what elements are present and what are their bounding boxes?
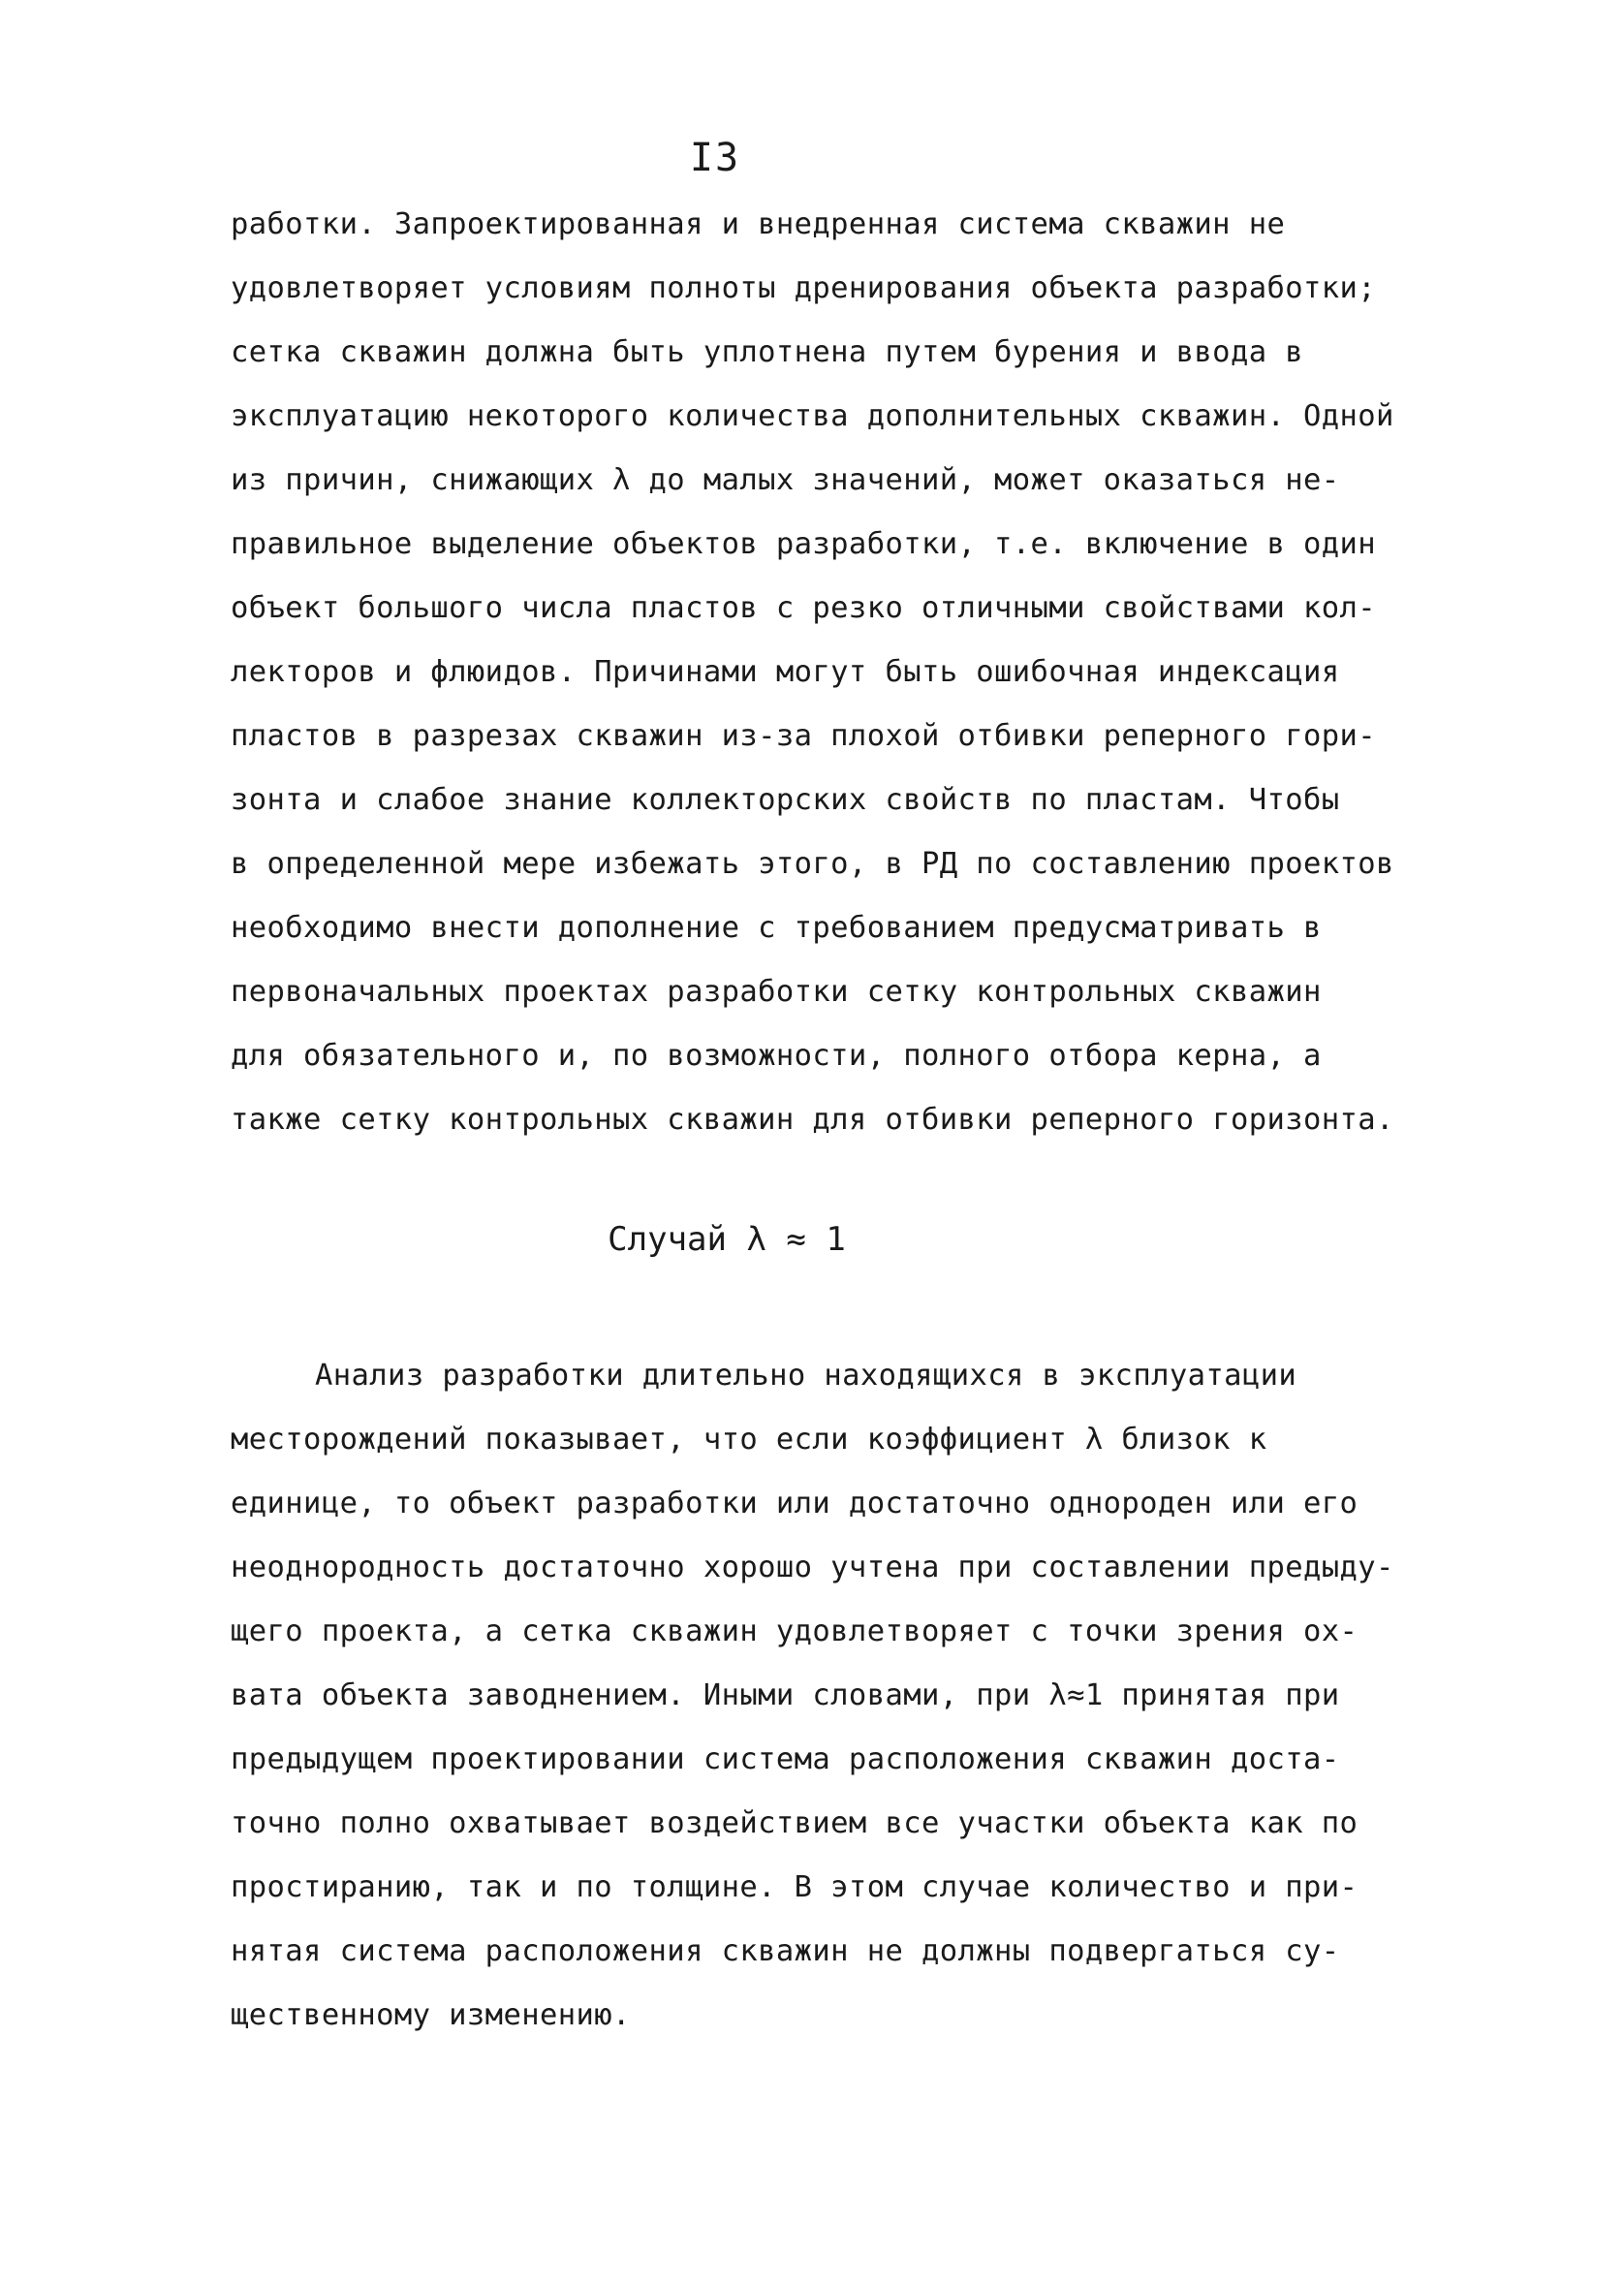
text-line: зонта и слабое знание коллекторских свойств по пластам. Чтобы — [231, 783, 1340, 817]
text-line: Анализ разработки длительно находящихся в эксплуатации — [315, 1359, 1297, 1393]
text-line: вата объекта заводнением. Иными словами, при λ≈1 принятая при — [231, 1678, 1340, 1712]
text-line: объект большого числа пластов с резко отличными свойствами кол- — [231, 591, 1377, 625]
text-line: для обязательного и, по возможности, полного отбора керна, а — [231, 1039, 1322, 1073]
text-line: первоначальных проектах разработки сетку контрольных скважин — [231, 975, 1322, 1009]
text-line: в определенной мере избежать этого, в РД по составлению проектов — [231, 847, 1394, 881]
page-number: I3 — [689, 136, 741, 180]
text-line: месторождений показывает, что если коэффициент λ близок к — [231, 1423, 1267, 1457]
section-heading: Случай λ ≈ 1 — [608, 1220, 846, 1259]
text-line: неоднородность достаточно хорошо учтена при составлении предыду- — [231, 1551, 1394, 1584]
text-line: пластов в разрезах скважин из-за плохой отбивки реперного гори- — [231, 719, 1377, 753]
text-line: также сетку контрольных скважин для отбивки реперного горизонта. — [231, 1103, 1394, 1137]
text-line: щего проекта, а сетка скважин удовлетворяет с точки зрения ох- — [231, 1614, 1359, 1648]
text-line: необходимо внести дополнение с требованием предусматривать в — [231, 911, 1322, 945]
text-line: удовлетворяет условиям полноты дренирования объекта разработки; — [231, 271, 1377, 305]
text-line: точно полно охватывает воздействием все участки объекта как по — [231, 1806, 1359, 1840]
text-line: лекторов и флюидов. Причинами могут быть ошибочная индексация — [231, 655, 1340, 689]
text-line: предыдущем проектировании система расположения скважин доста- — [231, 1742, 1340, 1776]
text-line: эксплуатацию некоторого количества дополнительных скважин. Одной — [231, 399, 1394, 433]
text-line: простиранию, так и по толщине. В этом случае количество и при- — [231, 1870, 1359, 1904]
text-line: щественному изменению. — [231, 1998, 631, 2032]
text-line: единице, то объект разработки или достаточно однороден или его — [231, 1487, 1359, 1520]
text-line: нятая система расположения скважин не должны подвергаться су- — [231, 1934, 1340, 1968]
text-line: сетка скважин должна быть уплотнена путем бурения и ввода в — [231, 335, 1303, 369]
text-line: работки. Запроектированная и внедренная система скважин не — [231, 207, 1286, 241]
text-line: правильное выделение объектов разработки, т.е. включение в один — [231, 527, 1377, 561]
text-line: из причин, снижающих λ до малых значений, может оказаться не- — [231, 463, 1340, 497]
